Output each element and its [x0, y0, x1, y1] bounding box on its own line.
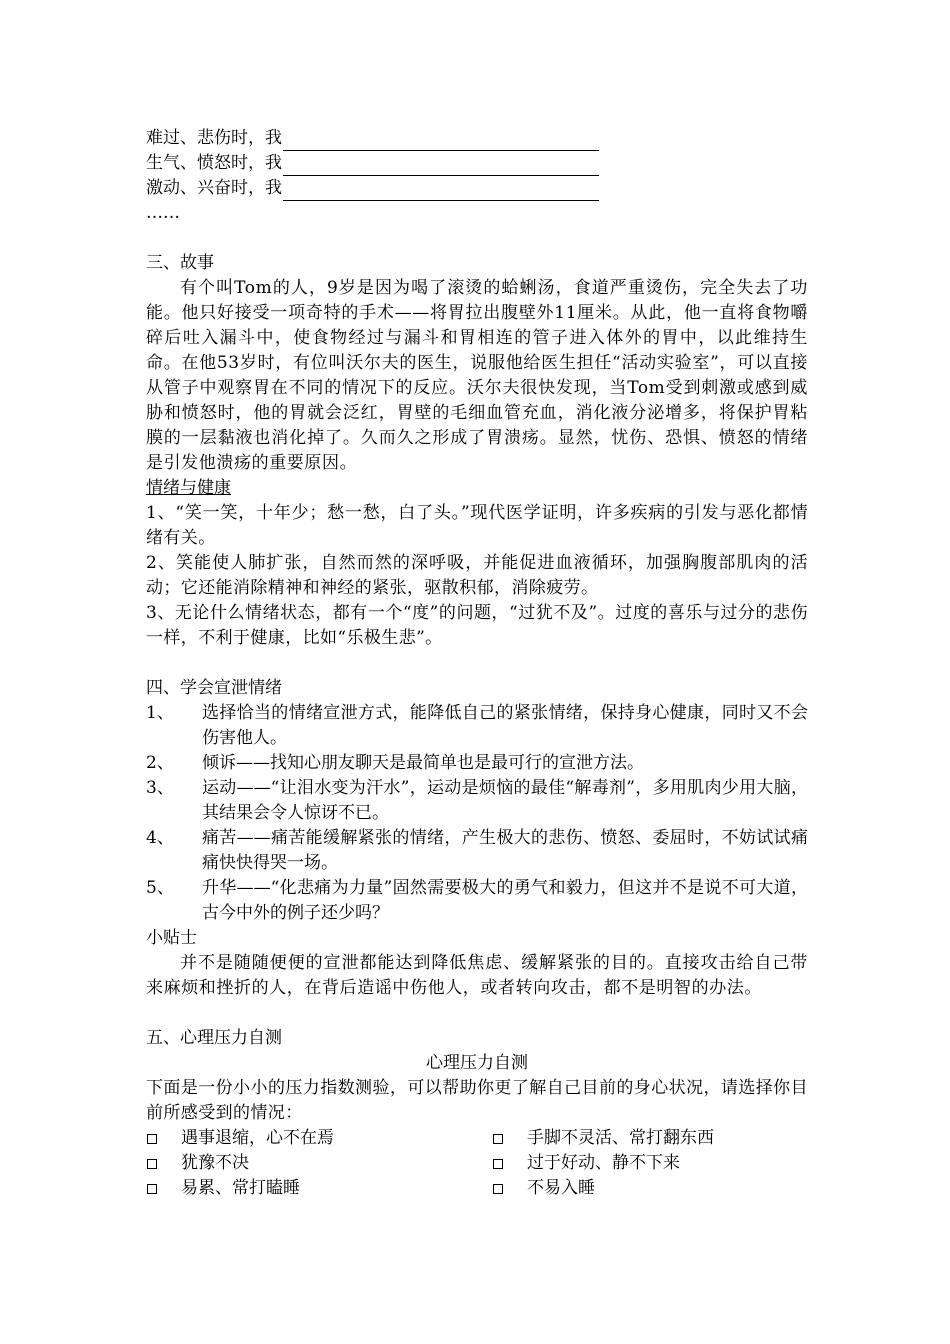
list-number: 2、: [146, 753, 174, 773]
section-heading: 四、学会宣泄情绪: [146, 678, 282, 698]
list-item: [146, 876, 808, 926]
checklist-item[interactable]: [146, 1151, 492, 1176]
list-item: [146, 751, 808, 776]
answer-blank[interactable]: [283, 157, 599, 176]
section-heading: 三、故事: [146, 253, 214, 273]
list-number: 3、: [146, 778, 174, 798]
subheading: 情绪与健康: [146, 478, 231, 498]
fill-in-prefix: 激动、兴奋时，我: [146, 178, 282, 198]
fill-in-prefix: 生气、愤怒时，我: [146, 153, 282, 173]
list-item: [146, 826, 808, 876]
checkbox[interactable]: [147, 1159, 157, 1169]
fill-in-row: [146, 151, 808, 176]
document-page: [146, 126, 808, 1201]
list-text: 升华——“化悲痛为力量”固然需要极大的勇气和毅力，但这并不是说不可大道，古今中外的例子还少吗？: [202, 878, 808, 923]
checklist-label: 过于好动、静不下来: [527, 1153, 680, 1173]
list-text: 倾诉——找知心朋友聊天是最简单也是最可行的宣泄方法。: [202, 753, 644, 773]
checklist-label: 手脚不灵活、常打翻东西: [527, 1128, 714, 1148]
fill-in-row: [146, 176, 808, 201]
list-item: [146, 701, 808, 751]
ellipsis: ……: [146, 203, 180, 223]
answer-blank[interactable]: [283, 182, 599, 201]
test-intro: 下面是一份小小的压力指数测验，可以帮助你更了解自己目前的身心状况，请选择你目前所感受到的情况：: [146, 1078, 808, 1123]
checklist-item[interactable]: [492, 1126, 808, 1151]
checklist-item[interactable]: [146, 1176, 492, 1201]
checklist: [146, 1126, 808, 1201]
list-text: 运动——“让泪水变为汗水”，运动是烦恼的最佳“解毒剂”，多用肌肉少用大脑，其结果会令人惊讶不已。: [202, 778, 808, 823]
list-item: [146, 776, 808, 826]
fill-in-row: [146, 126, 808, 151]
list-number: 5、: [146, 878, 174, 898]
list-number: 1、: [146, 703, 174, 723]
checklist-item[interactable]: [492, 1151, 808, 1176]
checklist-label: 遇事退缩，心不在焉: [181, 1128, 334, 1148]
checkbox[interactable]: [493, 1134, 503, 1144]
checkbox[interactable]: [147, 1184, 157, 1194]
health-point: 2、笑能使人肺扩张，自然而然的深呼吸，并能促进血液循环，加强胸腹部肌肉的活动；它还能消除精神和神经的紧张，驱散积郁，消除疲劳。: [146, 553, 808, 598]
checklist-label: 犹豫不决: [181, 1153, 249, 1173]
checkbox[interactable]: [147, 1134, 157, 1144]
health-point: 3、无论什么情绪状态，都有一个“度”的问题，“过犹不及”。过度的喜乐与过分的悲伤一样，不利于健康，比如“乐极生悲”。: [146, 603, 808, 648]
section-heading: 五、心理压力自测: [146, 1028, 282, 1048]
list-number: 4、: [146, 828, 174, 848]
test-title: 心理压力自测: [426, 1053, 528, 1073]
list-text: 选择恰当的情绪宣泄方式，能降低自己的紧张情绪，保持身心健康，同时又不会伤害他人。: [202, 703, 808, 748]
health-point: 1、“笑一笑，十年少；愁一愁，白了头。”现代医学证明，许多疾病的引发与恶化都情绪有关。: [146, 503, 808, 548]
checkbox[interactable]: [493, 1159, 503, 1169]
fill-in-prefix: 难过、悲伤时，我: [146, 128, 282, 148]
checkbox[interactable]: [493, 1184, 503, 1194]
tip-paragraph: 并不是随随便便的宣泄都能达到降低焦虑、缓解紧张的目的。直接攻击给自己带来麻烦和挫折的人，在背后造谣中伤他人，或者转向攻击，都不是明智的办法。: [146, 953, 808, 998]
checklist-item[interactable]: [146, 1126, 492, 1151]
checklist-label: 易累、常打瞌睡: [181, 1178, 300, 1198]
story-paragraph: 有个叫Tom的人，9岁是因为喝了滚烫的蛤蜊汤，食道严重烫伤，完全失去了功能。他只好接受一项奇特的手术——将胃拉出腹壁外11厘米。从此，他一直将食物嚼碎后吐入漏斗中，使食物经过与漏斗和胃相连的管子进入体外的胃中，以此维持生命。在他53岁时，有位叫沃尔夫的医生，说服他给医生担任“活动实验室”，可以直接从管子中观察胃在不同的情况下的反应。沃尔夫很快发现，当Tom受到刺激或感到威胁和愤怒时，他的胃就会泛红，胃壁的毛细血管充血，消化液分泌增多，将保护胃粘膜的一层黏液也消化掉了。久而久之形成了胃溃疡。显然，忧伤、恐惧、愤怒的情绪是引发他溃疡的重要原因。: [146, 278, 808, 473]
checklist-label: 不易入睡: [527, 1178, 595, 1198]
tip-title: 小贴士: [146, 928, 197, 948]
answer-blank[interactable]: [283, 132, 599, 151]
checklist-item[interactable]: [492, 1176, 808, 1201]
list-text: 痛苦——痛苦能缓解紧张的情绪，产生极大的悲伤、愤怒、委屈时，不妨试试痛痛快快得哭一场。: [202, 828, 808, 873]
